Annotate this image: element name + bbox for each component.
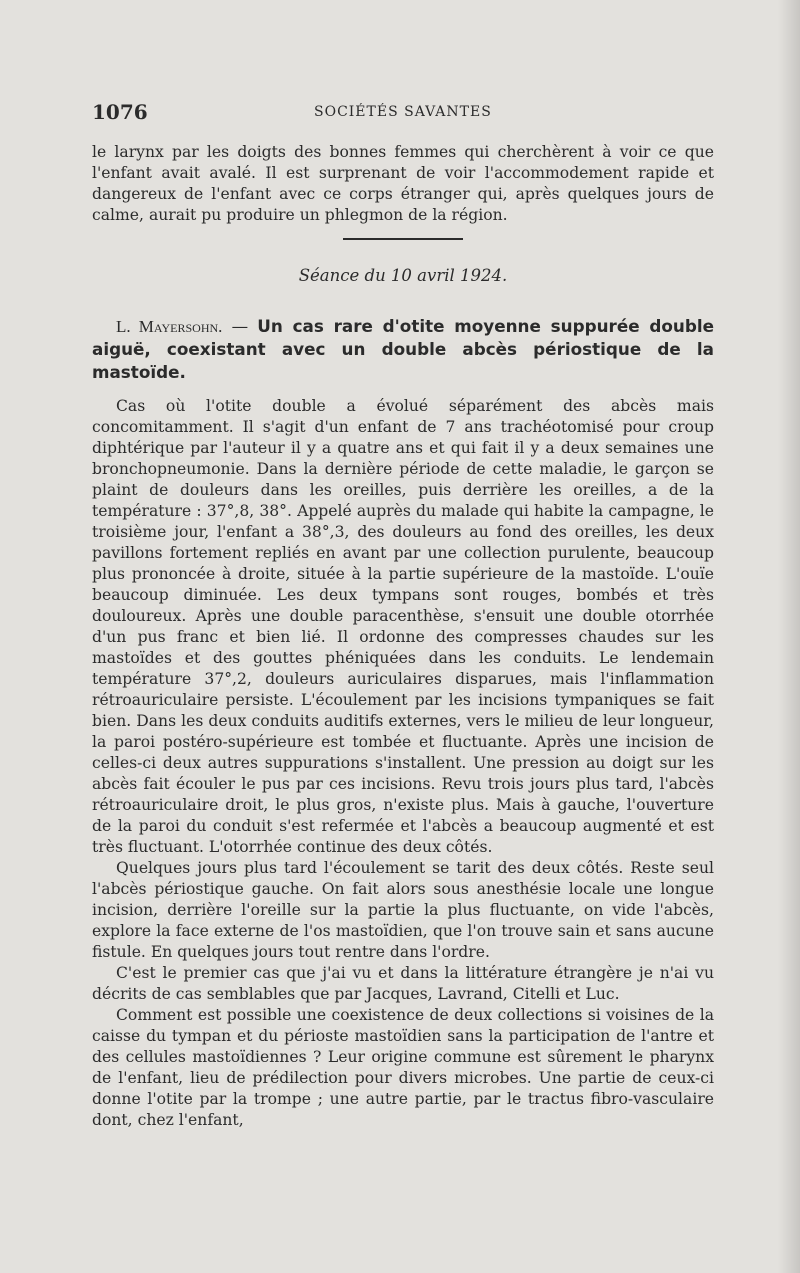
continuation-paragraph: le larynx par les doigts des bonnes femmes qui cherchèrent à voir ce que l'enfant avait avalé. Il est surprenant de voir l'accommodement rapide et dangereux de l'enfant avec ce corps étranger qui, après quelques jours de calme, aurait pu produire un phlegmon de la région. — [92, 143, 714, 224]
article-author: L. Mayersohn. — [116, 317, 223, 336]
section-divider — [343, 238, 463, 240]
body-paragraph: Quelques jours plus tard l'écoulement se tarit des deux côtés. Reste seul l'abcès périostique gauche. On fait alors sous anesthésie locale une longue incision, derrière l'oreille sur la partie la plus fluctuante, on vide l'abcès, explore la face externe de l'os mastoïdien, que l'on trouve sain et sans aucune fistule. En quelques jours tout rentre dans l'ordre. — [92, 859, 714, 961]
body-paragraph: Cas où l'otite double a évolué séparément des abcès mais concomitamment. Il s'agit d'un enfant de 7 ans trachéotomisé pour croup diphtérique par l'auteur il y a quatre ans et qui fait il y a deux semaines une bronchopneumonie. Dans la dernière période de cette maladie, le garçon se plaint de douleurs dans les oreilles, puis derrière les oreilles, a de la température : 37°,8, 38°. Appelé auprès du malade qui habite la campagne, le troisième jour, l'enfant a 38°,3, des douleurs au fond des oreilles, les deux pavillons fortement repliés en avant par une collection purulente, beaucoup plus prononcée à droite, située à la partie supérieure de la mastoïde. L'ouïe beaucoup diminuée. Les deux tympans sont rouges, bombés et très douloureux. Après une double paracenthèse, s'ensuit une double otorrhée d'un pus franc et bien lié. Il ordonne des compresses chaudes sur les mastoïdes et des gouttes phéniquées dans les conduits. Le lendemain température 37°,2, douleurs auriculaires disparues, mais l'inflammation rétroauriculaire persiste. L'écoulement par les incisions tympaniques se fait bien. Dans les deux conduits auditifs externes, vers le milieu de leur longueur, la paroi postéro-supérieure est tombée et fluctuante. Après une incision de celles-ci deux autres suppurations s'installent. Une pression au doigt sur les abcès fait écouler le pus par ces incisions. Revu trois jours plus tard, l'abcès rétroauriculaire droit, le plus gros, n'existe plus. Mais à gauche, l'ouverture de la paroi du conduit s'est refermée et l'abcès a beaucoup augmenté et est très fluctuant. L'otorrhée continue des deux côtés. — [92, 397, 714, 856]
page-edge-shadow — [778, 0, 800, 1273]
page-header — [92, 100, 714, 128]
running-head: SOCIÉTÉS SAVANTES — [314, 104, 492, 120]
title-separator: — — [222, 317, 258, 336]
article-title — [92, 315, 714, 384]
page-number: 1076 — [92, 100, 148, 124]
page-content — [92, 100, 714, 1131]
article-title-text: Un cas rare d'otite moyenne suppurée double aiguë, coexistant avec un double abcès périostique de la mastoïde. — [92, 316, 714, 382]
body-paragraph: Comment est possible une coexistence de deux collections si voisines de la caisse du tympan et du périoste mastoïdien sans la participation de l'antre et des cellules mastoïdiennes ? Leur origine commune est sûrement le pharynx de l'enfant, lieu de prédilection pour divers microbes. Une partie de ceux-ci donne l'otite par la trompe ; une autre partie, par le tractus fibro-vasculaire dont, chez l'enfant, — [92, 1006, 714, 1129]
body-paragraph: C'est le premier cas que j'ai vu et dans la littérature étrangère je n'ai vu décrits de cas semblables que par Jacques, Lavrand, Citelli et Luc. — [92, 964, 714, 1003]
session-heading: Séance du 10 avril 1924. — [298, 266, 508, 285]
